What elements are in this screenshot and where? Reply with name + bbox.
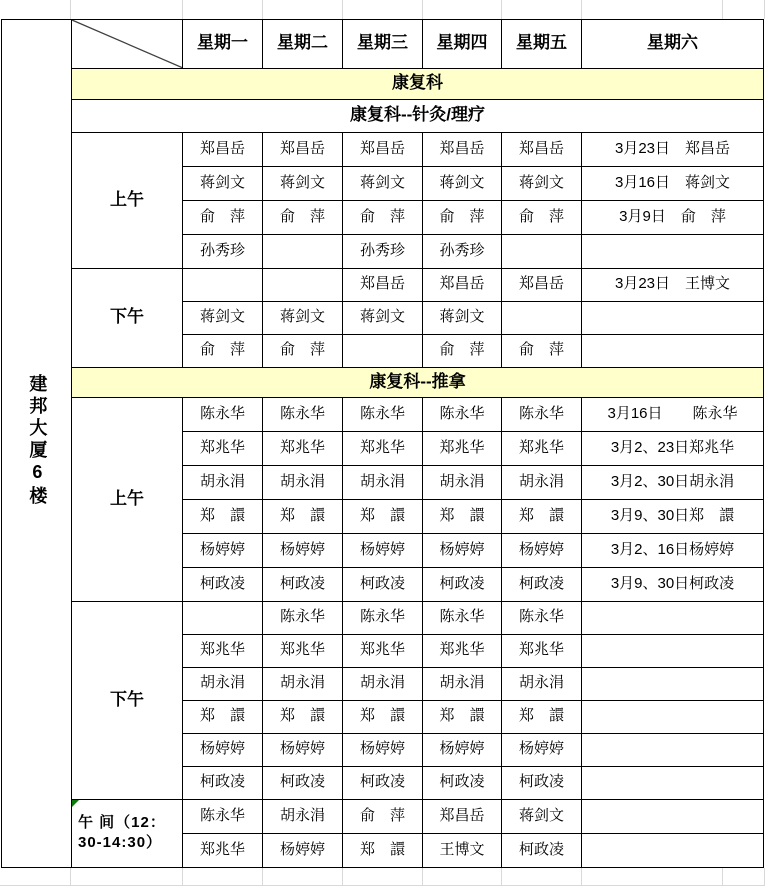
schedule-cell: 杨婷婷: [263, 833, 343, 867]
schedule-cell: [582, 334, 764, 367]
schedule-cell: 蒋剑文: [183, 166, 263, 200]
schedule-cell: 郑昌岳: [423, 132, 502, 166]
schedule-cell: 陈永华: [343, 397, 423, 431]
schedule-cell: [502, 234, 582, 268]
noon-period-cell: [72, 799, 183, 867]
schedule-cell: 郑昌岳: [502, 132, 582, 166]
schedule-cell: 柯政凌: [343, 766, 423, 799]
schedule-cell: 蒋剑文: [502, 166, 582, 200]
grid-cell: [183, 0, 263, 19]
schedule-cell: 3月16日 蒋剑文: [582, 166, 764, 200]
section-title-row: [2, 367, 764, 397]
grid-cell: [343, 868, 423, 885]
schedule-cell: [582, 833, 764, 867]
schedule-cell: 柯政凌: [502, 567, 582, 601]
day-header-3: 星期三: [343, 20, 423, 69]
schedule-cell: [582, 634, 764, 667]
grid-cell: [343, 0, 423, 19]
schedule-row: [2, 268, 764, 301]
schedule-cell: 胡永涓: [502, 465, 582, 499]
schedule-cell: 郑兆华: [502, 634, 582, 667]
schedule-cell: 胡永涓: [423, 667, 502, 700]
schedule-cell: 胡永涓: [183, 465, 263, 499]
schedule-cell: 郑 譞: [343, 499, 423, 533]
schedule-cell: [502, 301, 582, 334]
schedule-cell: 3月23日 王博文: [582, 268, 764, 301]
schedule-cell: [183, 601, 263, 634]
schedule-cell: 蒋剑文: [343, 166, 423, 200]
schedule-cell: 郑兆华: [343, 634, 423, 667]
schedule-cell: 蒋剑文: [423, 301, 502, 334]
schedule-cell: 柯政凌: [343, 567, 423, 601]
day-header-5: 星期五: [502, 20, 582, 69]
schedule-cell: 郑 譞: [343, 700, 423, 733]
day-header-1: 星期一: [183, 20, 263, 69]
grid-cell: [582, 0, 723, 19]
schedule-cell: 孙秀珍: [183, 234, 263, 268]
grid-cell: [0, 868, 71, 885]
schedule-cell: 柯政凌: [183, 567, 263, 601]
schedule-cell: 郑 譞: [183, 700, 263, 733]
schedule-cell: 俞 萍: [423, 200, 502, 234]
schedule-cell: [343, 334, 423, 367]
schedule-cell: 3月23日 郑昌岳: [582, 132, 764, 166]
schedule-cell: [263, 268, 343, 301]
schedule-cell: [582, 234, 764, 268]
day-header-2: 星期二: [263, 20, 343, 69]
grid-cell: [423, 0, 502, 19]
section-title-row: [2, 99, 764, 132]
schedule-cell: 俞 萍: [183, 334, 263, 367]
schedule-cell: 杨婷婷: [263, 533, 343, 567]
schedule-cell: 胡永涓: [343, 465, 423, 499]
section-title: 康复科--推拿: [72, 367, 764, 397]
schedule-cell: 俞 萍: [263, 334, 343, 367]
schedule-cell: [582, 700, 764, 733]
grid-cell: [0, 0, 71, 19]
schedule-cell: 陈永华: [343, 601, 423, 634]
period-cell: 下午: [72, 268, 183, 367]
schedule-cell: 陈永华: [263, 397, 343, 431]
schedule-row: [2, 799, 764, 833]
grid-cell: [183, 868, 263, 885]
schedule-cell: 陈永华: [502, 601, 582, 634]
schedule-cell: 胡永涓: [502, 667, 582, 700]
schedule-cell: 郑兆华: [183, 833, 263, 867]
schedule-cell: 杨婷婷: [423, 733, 502, 766]
schedule-cell: 3月16日 陈永华: [582, 397, 764, 431]
schedule-cell: 郑昌岳: [263, 132, 343, 166]
schedule-cell: [582, 766, 764, 799]
schedule-cell: 俞 萍: [263, 200, 343, 234]
schedule-cell: 蒋剑文: [343, 301, 423, 334]
schedule-row: [2, 397, 764, 431]
schedule-cell: 郑 譞: [263, 700, 343, 733]
schedule-cell: 蒋剑文: [263, 166, 343, 200]
schedule-cell: 郑昌岳: [183, 132, 263, 166]
schedule-cell: 陈永华: [423, 397, 502, 431]
schedule-cell: 柯政凌: [502, 766, 582, 799]
period-cell: 下午: [72, 601, 183, 799]
schedule-table: [1, 19, 764, 868]
schedule-cell: 3月9、30日郑 譞: [582, 499, 764, 533]
schedule-cell: [582, 601, 764, 634]
schedule-cell: 杨婷婷: [263, 733, 343, 766]
building-label: 建邦大厦6楼: [27, 374, 48, 509]
schedule-cell: 柯政凌: [423, 567, 502, 601]
schedule-cell: 孙秀珍: [423, 234, 502, 268]
schedule-cell: 郑兆华: [423, 634, 502, 667]
schedule-cell: 柯政凌: [423, 766, 502, 799]
schedule-cell: 郑兆华: [263, 431, 343, 465]
noon-period-label: 午 间（12：30-14:30）: [78, 813, 166, 852]
day-header-row: [2, 20, 764, 69]
schedule-cell: 郑兆华: [183, 634, 263, 667]
section-title: 康复科--针灸/理疗: [72, 99, 764, 132]
schedule-cell: 郑昌岳: [502, 268, 582, 301]
schedule-cell: 陈永华: [183, 799, 263, 833]
grid-cell: [582, 868, 723, 885]
schedule-cell: 陈永华: [183, 397, 263, 431]
schedule-cell: 俞 萍: [183, 200, 263, 234]
schedule-cell: 郑 譞: [423, 499, 502, 533]
schedule-cell: 郑昌岳: [343, 132, 423, 166]
department-band: 康复科: [72, 68, 764, 99]
schedule-cell: 郑 譞: [423, 700, 502, 733]
grid-cell: [71, 0, 183, 19]
schedule-cell: 3月9、30日柯政凌: [582, 567, 764, 601]
schedule-cell: 柯政凌: [183, 766, 263, 799]
corner-diagonal-cell: [72, 20, 183, 69]
grid-cell: [502, 868, 582, 885]
schedule-cell: 胡永涓: [183, 667, 263, 700]
building-label-cell: [2, 20, 72, 868]
schedule-cell: 3月2、16日杨婷婷: [582, 533, 764, 567]
grid-cell: [723, 0, 765, 19]
schedule-cell: 郑兆华: [343, 431, 423, 465]
schedule-cell: 郑兆华: [502, 431, 582, 465]
schedule-cell: [263, 234, 343, 268]
schedule-cell: 柯政凌: [263, 567, 343, 601]
schedule-cell: 郑兆华: [183, 431, 263, 465]
grid-cell: [263, 868, 343, 885]
day-header-4: 星期四: [423, 20, 502, 69]
green-corner-marker-icon: [72, 800, 79, 807]
grid-cell: [502, 0, 582, 19]
schedule-cell: 胡永涓: [263, 799, 343, 833]
schedule-cell: 胡永涓: [423, 465, 502, 499]
schedule-cell: 郑 譞: [263, 499, 343, 533]
schedule-cell: 蒋剑文: [502, 799, 582, 833]
period-cell: 上午: [72, 132, 183, 268]
schedule-cell: 蒋剑文: [423, 166, 502, 200]
schedule-cell: 俞 萍: [423, 334, 502, 367]
grid-cell: [723, 868, 765, 885]
schedule-cell: 杨婷婷: [502, 533, 582, 567]
gridline-strip-top: [0, 0, 765, 19]
grid-cell: [423, 868, 502, 885]
schedule-cell: 郑昌岳: [423, 799, 502, 833]
schedule-cell: 俞 萍: [343, 200, 423, 234]
schedule-cell: 郑 譞: [502, 700, 582, 733]
schedule-cell: 3月2、30日胡永涓: [582, 465, 764, 499]
schedule-cell: 王博文: [423, 833, 502, 867]
schedule-cell: 蒋剑文: [263, 301, 343, 334]
schedule-cell: 柯政凌: [263, 766, 343, 799]
day-header-6: 星期六: [582, 20, 764, 69]
schedule-cell: 杨婷婷: [502, 733, 582, 766]
diagonal-line-icon: [72, 20, 182, 68]
schedule-cell: 胡永涓: [343, 667, 423, 700]
schedule-cell: 俞 萍: [502, 200, 582, 234]
schedule-cell: 胡永涓: [263, 465, 343, 499]
schedule-cell: 杨婷婷: [343, 533, 423, 567]
period-cell: 上午: [72, 397, 183, 601]
grid-cell: [71, 868, 183, 885]
schedule-cell: 郑 譞: [502, 499, 582, 533]
schedule-cell: 杨婷婷: [183, 733, 263, 766]
schedule-cell: 陈永华: [263, 601, 343, 634]
schedule-cell: 陈永华: [423, 601, 502, 634]
schedule-cell: 郑兆华: [423, 431, 502, 465]
schedule-cell: [582, 799, 764, 833]
schedule-cell: [582, 667, 764, 700]
schedule-cell: 俞 萍: [502, 334, 582, 367]
schedule-cell: 孙秀珍: [343, 234, 423, 268]
schedule-cell: 郑兆华: [263, 634, 343, 667]
schedule-cell: 陈永华: [502, 397, 582, 431]
schedule-cell: 杨婷婷: [183, 533, 263, 567]
schedule-cell: 杨婷婷: [343, 733, 423, 766]
schedule-cell: 柯政凌: [502, 833, 582, 867]
schedule-cell: [582, 733, 764, 766]
schedule-row: [2, 132, 764, 166]
schedule-cell: 郑昌岳: [423, 268, 502, 301]
schedule-cell: [183, 268, 263, 301]
schedule-cell: 3月2、23日郑兆华: [582, 431, 764, 465]
schedule-cell: 杨婷婷: [423, 533, 502, 567]
schedule-cell: [582, 301, 764, 334]
schedule-cell: 3月9日 俞 萍: [582, 200, 764, 234]
schedule-cell: 郑 譞: [343, 833, 423, 867]
schedule-cell: 蒋剑文: [183, 301, 263, 334]
schedule-cell: 俞 萍: [343, 799, 423, 833]
grid-cell: [263, 0, 343, 19]
schedule-cell: 郑 譞: [183, 499, 263, 533]
schedule-cell: 郑昌岳: [343, 268, 423, 301]
schedule-row: [2, 601, 764, 634]
department-band-row: [2, 68, 764, 99]
schedule-cell: 胡永涓: [263, 667, 343, 700]
